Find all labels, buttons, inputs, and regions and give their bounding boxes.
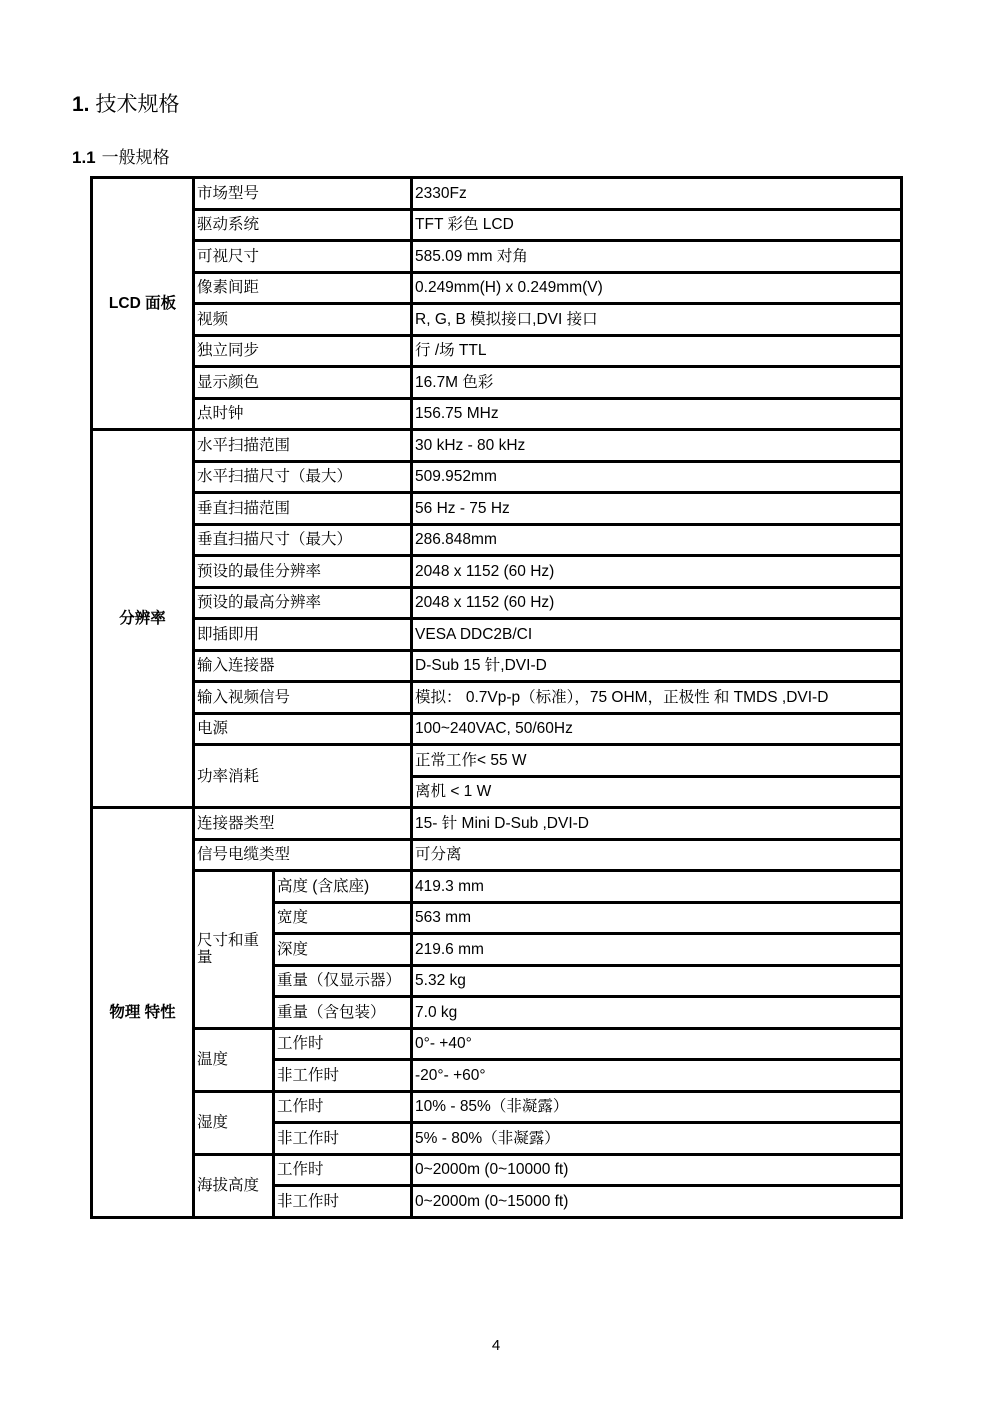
table-row [92,272,902,304]
table-row [92,682,902,714]
spec-value: 0~2000m (0~10000 ft) [412,1154,902,1186]
spec-label: 重量（仅显示器） [274,965,412,997]
spec-value: 行 /场 TTL [412,335,902,367]
spec-label: 工作时 [274,1028,412,1060]
spec-value: 419.3 mm [412,871,902,903]
spec-value: -20°- +60° [412,1060,902,1092]
category-physical: 物理 特性 [92,808,194,1218]
spec-label: 预设的最高分辨率 [194,587,412,619]
spec-label: 即插即用 [194,619,412,651]
spec-label: 可视尺寸 [194,241,412,273]
spec-label: 重量（含包装） [274,997,412,1029]
table-row [92,178,902,210]
spec-label: 垂直扫描尺寸（最大） [194,524,412,556]
spec-value: 585.09 mm 对角 [412,241,902,273]
spec-value: 正常工作< 55 W [412,745,902,777]
spec-label: 市场型号 [194,178,412,210]
spec-value: 离机 < 1 W [412,776,902,808]
table-row [92,241,902,273]
table-row [92,493,902,525]
page-number: 4 [491,1337,501,1354]
spec-label: 输入连接器 [194,650,412,682]
spec-label: 宽度 [274,902,412,934]
table-row [92,1091,902,1123]
spec-label: 点时钟 [194,398,412,430]
spec-value: 模拟： 0.7Vp-p（标准），75 OHM，正极性 和 TMDS ,DVI-D [412,682,902,714]
spec-value: 30 kHz - 80 kHz [412,430,902,462]
spec-label: 输入视频信号 [194,682,412,714]
spec-label: 像素间距 [194,272,412,304]
spec-table [90,176,903,1219]
spec-label: 高度 (含底座) [274,871,412,903]
section-number: 1. [72,93,90,116]
spec-value: R, G, B 模拟接口,DVI 接口 [412,304,902,336]
subsection-heading [72,143,170,168]
spec-label: 深度 [274,934,412,966]
spec-value: 10% - 85%（非凝露） [412,1091,902,1123]
spec-label: 非工作时 [274,1123,412,1155]
spec-value: 可分离 [412,839,902,871]
subsection-number: 1.1 [72,148,96,167]
spec-label: 连接器类型 [194,808,412,840]
spec-value: 2330Fz [412,178,902,210]
spec-value: 509.952mm [412,461,902,493]
spec-value: 0°- +40° [412,1028,902,1060]
spec-value: 2048 x 1152 (60 Hz) [412,556,902,588]
spec-value: 0.249mm(H) x 0.249mm(V) [412,272,902,304]
table-row [92,587,902,619]
spec-label: 工作时 [274,1091,412,1123]
table-row [92,871,902,903]
group-temperature: 温度 [194,1028,274,1091]
spec-value: 100~240VAC, 50/60Hz [412,713,902,745]
spec-value: 5.32 kg [412,965,902,997]
group-humidity: 湿度 [194,1091,274,1154]
group-dimensions-weight: 尺寸和重量 [194,871,274,1029]
table-row [92,430,902,462]
category-lcd-panel: LCD 面板 [92,178,194,430]
section-heading [72,88,180,118]
spec-label: 独立同步 [194,335,412,367]
spec-value: 5% - 80%（非凝露） [412,1123,902,1155]
spec-label: 显示颜色 [194,367,412,399]
table-row [92,335,902,367]
table-row [92,367,902,399]
spec-label: 视频 [194,304,412,336]
table-row [92,556,902,588]
spec-value: 0~2000m (0~15000 ft) [412,1186,902,1218]
spec-value: 7.0 kg [412,997,902,1029]
section-title: 技术规格 [95,93,180,116]
table-row [92,650,902,682]
spec-label: 工作时 [274,1154,412,1186]
table-row [92,713,902,745]
table-row [92,461,902,493]
spec-value: VESA DDC2B/CI [412,619,902,651]
spec-value: 56 Hz - 75 Hz [412,493,902,525]
spec-value: TFT 彩色 LCD [412,209,902,241]
spec-value: 219.6 mm [412,934,902,966]
spec-value: D-Sub 15 针,DVI-D [412,650,902,682]
spec-label: 信号电缆类型 [194,839,412,871]
spec-value: 156.75 MHz [412,398,902,430]
table-row [92,304,902,336]
spec-value: 2048 x 1152 (60 Hz) [412,587,902,619]
table-row [92,745,902,777]
table-row [92,1154,902,1186]
spec-label: 水平扫描范围 [194,430,412,462]
spec-label: 功率消耗 [194,745,412,808]
table-row [92,619,902,651]
spec-label: 驱动系统 [194,209,412,241]
group-altitude: 海拔高度 [194,1154,274,1217]
table-row [92,839,902,871]
subsection-title: 一般规格 [101,148,170,167]
spec-value: 286.848mm [412,524,902,556]
table-row [92,524,902,556]
spec-label: 非工作时 [274,1060,412,1092]
spec-label: 预设的最佳分辨率 [194,556,412,588]
table-row [92,398,902,430]
category-resolution: 分辨率 [92,430,194,808]
spec-value: 15- 针 Mini D-Sub ,DVI-D [412,808,902,840]
spec-label: 水平扫描尺寸（最大） [194,461,412,493]
spec-label: 非工作时 [274,1186,412,1218]
table-row [92,1028,902,1060]
table-row [92,209,902,241]
table-row [92,808,902,840]
spec-value: 16.7M 色彩 [412,367,902,399]
spec-label: 电源 [194,713,412,745]
spec-value: 563 mm [412,902,902,934]
spec-label: 垂直扫描范围 [194,493,412,525]
